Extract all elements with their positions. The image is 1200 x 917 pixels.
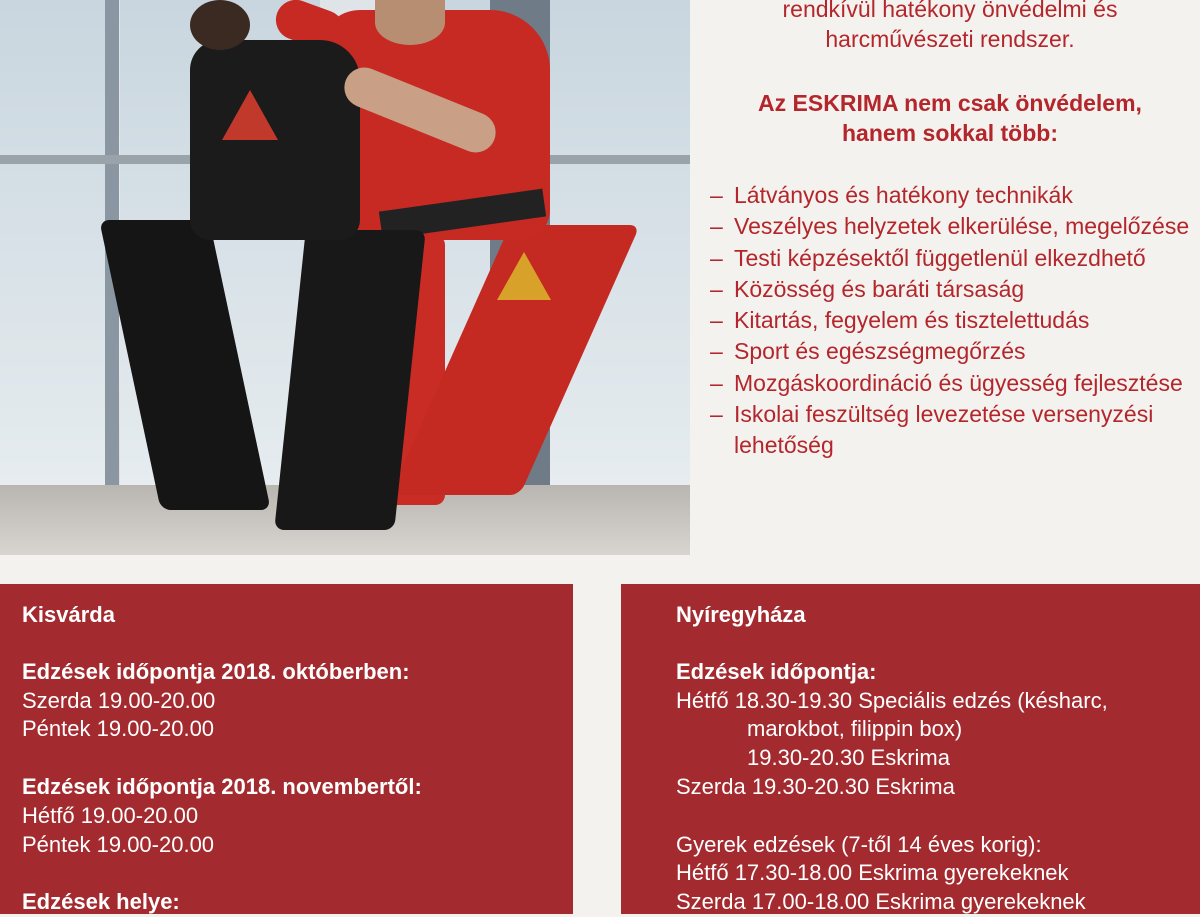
schedule-header: Edzések időpontja 2018. novembertől: [22, 773, 422, 799]
intro-text [700, 0, 1200, 54]
benefit-text: Veszélyes helyzetek elkerülése, megelőzése [734, 213, 1190, 240]
benefit-text: Közösség és baráti társaság [734, 275, 1025, 302]
schedule-line: marokbot, filippin box) [747, 716, 963, 742]
schedule-line: Szerda 19.00-20.00 [22, 687, 216, 713]
city-name: Nyíregyháza [676, 602, 806, 627]
benefit-text: Iskolai feszültség levezetése versenyzési lehetőség [734, 401, 1154, 459]
schedule-line: Szerda 19.30-20.30 Eskrima [676, 773, 955, 799]
location-header: Edzések helye: [22, 889, 180, 915]
benefits-list [710, 180, 1190, 462]
schedule-header: Edzések időpontja 2018. októberben: [22, 658, 410, 684]
headline [700, 88, 1200, 148]
benefit-text: Látványos és hatékony technikák [734, 182, 1073, 208]
list-item: – Közösség és baráti társaság [710, 274, 1190, 305]
window-pane [0, 0, 110, 485]
schedule-line: Hétfő 18.30-19.30 Speciális edzés (késharc, [676, 687, 1108, 713]
schedule-line: Péntek 19.00-20.00 [22, 831, 215, 857]
list-item: – Testi képzésektől függetlenül elkezdhető [710, 243, 1190, 274]
headline-line-1: Az ESKRIMA nem csak önvédelem, [758, 90, 1142, 116]
benefit-text: Testi képzésektől függetlenül elkezdhető [734, 244, 1146, 271]
schedule-line: Hétfő 17.30-18.00 Eskrima gyerekeknek [676, 860, 1069, 886]
schedule-line: Szerda 17.00-18.00 Eskrima gyerekeknek [676, 889, 1086, 915]
schedule-line: 19.30-20.30 Eskrima [747, 745, 950, 771]
schedule-line: Péntek 19.00-20.00 [22, 716, 215, 742]
benefit-text: Sport és egészségmegőrzés [734, 338, 1026, 365]
list-item: – Sport és egészségmegőrzés [710, 336, 1190, 367]
shirt-emblem [222, 90, 278, 140]
benefit-text: Mozgáskoordináció és ügyesség fejlesztése [734, 369, 1183, 396]
list-item: – Mozgáskoordináció és ügyesség fejlesztése [710, 368, 1190, 399]
kisvarda-schedule-panel [0, 584, 573, 914]
intro-line-1: rendkívül hatékony önvédelmi és [782, 0, 1118, 22]
nyiregyhaza-schedule-panel [621, 584, 1200, 914]
list-item: – Kitartás, fegyelem és tisztelettudás [710, 305, 1190, 336]
list-item: – Iskolai feszültség levezetése versenyzési lehetőség [710, 399, 1190, 462]
city-name: Kisvárda [22, 602, 115, 627]
schedule-line: Hétfő 19.00-20.00 [22, 802, 199, 828]
eskrima-emblem [497, 252, 551, 300]
headline-line-2: hanem sokkal több: [842, 120, 1058, 146]
intro-line-2: harcművészeti rendszer. [825, 26, 1075, 52]
schedule-header: Edzések időpontja: [676, 658, 877, 684]
hero-photo [0, 0, 690, 555]
list-item: – Látványos és hatékony technikák [710, 180, 1190, 211]
benefit-text: Kitartás, fegyelem és tisztelettudás [734, 307, 1090, 334]
kids-schedule-header: Gyerek edzések (7-től 14 éves korig): [676, 831, 1042, 857]
list-item: – Veszélyes helyzetek elkerülése, megelőzése [710, 211, 1190, 242]
